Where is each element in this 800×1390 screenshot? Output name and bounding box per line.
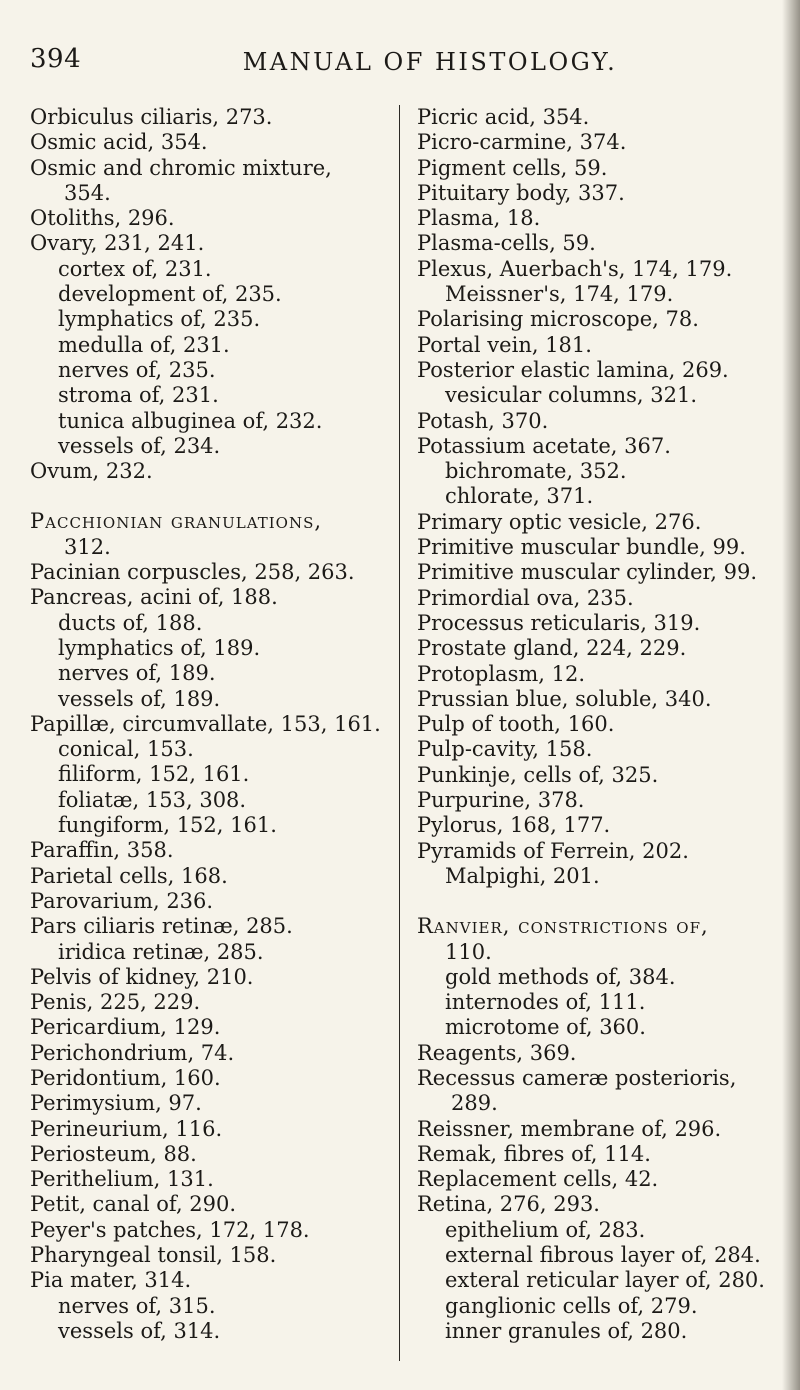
- index-entry: Protoplasm, 12.: [417, 661, 586, 686]
- index-subentry: medulla of, 231.: [58, 332, 230, 357]
- index-entry: Replacement cells, 42.: [417, 1167, 659, 1192]
- index-entry: Reagents, 369.: [417, 1040, 577, 1065]
- index-entry: Primitive muscular bundle, 99.: [417, 535, 746, 560]
- index-entry: Prostate gland, 224, 229.: [417, 636, 687, 661]
- index-entry: Pharyngeal tonsil, 158.: [30, 1243, 277, 1268]
- index-subentry: external fibrous layer of, 284.: [445, 1243, 761, 1268]
- index-subentry: nerves of, 189.: [58, 661, 216, 686]
- column-divider: [399, 105, 400, 1361]
- index-entry: Plexus, Auerbach's, 174, 179.: [417, 256, 733, 281]
- index-subentry: filiform, 152, 161.: [58, 762, 250, 787]
- index-subentry: chlorate, 371.: [445, 484, 594, 509]
- index-entry: Papillæ, circumvallate, 153, 161.: [30, 711, 381, 736]
- index-subentry: foliatæ, 153, 308.: [58, 787, 247, 812]
- index-subentry: Malpighi, 201.: [445, 863, 600, 888]
- index-subentry: cortex of, 231.: [58, 256, 212, 281]
- page-edge-shadow: [782, 0, 800, 1390]
- index-subentry: nerves of, 315.: [58, 1293, 216, 1318]
- index-entry: Prussian blue, soluble, 340.: [417, 686, 712, 711]
- index-entry: Purpurine, 378.: [417, 788, 585, 813]
- index-entry: Portal vein, 181.: [417, 332, 592, 357]
- index-entry: Otoliths, 296.: [30, 206, 175, 231]
- index-entry: Periosteum, 88.: [30, 1141, 197, 1166]
- index-entry: Perithelium, 131.: [30, 1167, 214, 1192]
- index-entry: Peyer's patches, 172, 178.: [30, 1217, 310, 1242]
- index-subentry: vesicular columns, 321.: [445, 383, 697, 408]
- index-subentry: stroma of, 231.: [58, 383, 219, 408]
- index-entry: Primary optic vesicle, 276.: [417, 509, 702, 534]
- index-entry: Penis, 225, 229.: [30, 990, 201, 1015]
- running-head: MANUAL OF HISTOLOGY.: [242, 48, 618, 76]
- index-entry: Polarising microscope, 78.: [417, 307, 699, 332]
- index-subentry: internodes of, 111.: [445, 990, 646, 1015]
- index-subentry: inner granules of, 280.: [445, 1318, 688, 1343]
- index-entry: Osmic and chromic mixture,: [30, 155, 332, 180]
- index-entry: Primitive muscular cylinder, 99.: [417, 560, 758, 585]
- index-subentry: exteral reticular layer of, 280.: [445, 1268, 765, 1293]
- index-subentry: nerves of, 235.: [58, 357, 216, 382]
- index-entry: Pacchionian granulations,: [30, 509, 323, 534]
- index-entry: Parovarium, 236.: [30, 888, 214, 913]
- index-entry: Orbiculus ciliaris, 273.: [30, 105, 273, 129]
- page-number: 394: [30, 44, 82, 74]
- index-entry: Perimysium, 97.: [30, 1091, 202, 1116]
- index-entry: Picric acid, 354.: [417, 105, 590, 129]
- index-subentry: bichromate, 352.: [445, 459, 627, 484]
- index-entry: Perineurium, 116.: [30, 1116, 223, 1141]
- index-entry: Remak, fibres of, 114.: [417, 1141, 651, 1166]
- index-entry: Plasma-cells, 59.: [417, 231, 596, 256]
- index-subentry: gold methods of, 384.: [445, 964, 676, 989]
- index-subentry: development of, 235.: [58, 282, 282, 307]
- index-entry: Parietal cells, 168.: [30, 863, 228, 888]
- index-subentry: ganglionic cells of, 279.: [445, 1293, 698, 1318]
- index-subentry: vessels of, 234.: [58, 433, 221, 458]
- index-entry: Pigment cells, 59.: [417, 155, 608, 180]
- index-entry: Posterior elastic lamina, 269.: [417, 357, 729, 382]
- index-subentry: lymphatics of, 189.: [58, 635, 261, 660]
- index-entry: Potash, 370.: [417, 408, 549, 433]
- index-subentry: microtome of, 360.: [445, 1015, 646, 1040]
- index-entry: Reissner, membrane of, 296.: [417, 1116, 722, 1141]
- index-entry: Potassium acetate, 367.: [417, 433, 671, 458]
- index-entry: Plasma, 18.: [417, 206, 541, 231]
- index-entry: Ranvier, constrictions of,: [417, 914, 709, 939]
- index-column-left: [30, 105, 400, 1344]
- index-entry: Pericardium, 129.: [30, 1015, 221, 1040]
- index-entry: Pulp-cavity, 158.: [417, 737, 593, 762]
- index-entry-continuation: 289.: [451, 1091, 498, 1116]
- index-entry: Punkinje, cells of, 325.: [417, 762, 659, 787]
- index-subentry: ducts of, 188.: [58, 610, 203, 635]
- index-entry: Primordial ova, 235.: [417, 585, 634, 610]
- index-entry: Paraffin, 358.: [30, 838, 174, 863]
- index-subentry: vessels of, 314.: [58, 1318, 221, 1343]
- index-entry: Pylorus, 168, 177.: [417, 813, 611, 838]
- index-entry-continuation: 312.: [64, 534, 111, 559]
- index-subentry: iridica retinæ, 285.: [58, 939, 264, 964]
- index-entry: Recessus cameræ posterioris,: [417, 1065, 737, 1090]
- index-entry: Peridontium, 160.: [30, 1065, 221, 1090]
- index-entry: Retina, 276, 293.: [417, 1192, 600, 1217]
- index-entry: Pelvis of kidney, 210.: [30, 964, 254, 989]
- index-entry: Pacinian corpuscles, 258, 263.: [30, 560, 355, 585]
- index-subentry: 110.: [445, 939, 492, 964]
- index-entry: Pituitary body, 337.: [417, 180, 625, 205]
- index-entry: Processus reticularis, 319.: [417, 610, 701, 635]
- index-entry: Pars ciliaris retinæ, 285.: [30, 914, 293, 939]
- index-column-right: [417, 105, 787, 1344]
- index-entry: Picro-carmine, 374.: [417, 130, 627, 155]
- index-subentry: epithelium of, 283.: [445, 1217, 646, 1242]
- index-entry-continuation: 354.: [64, 180, 111, 205]
- index-entry: Osmic acid, 354.: [30, 130, 208, 155]
- index-entry: Pancreas, acini of, 188.: [30, 585, 278, 610]
- index-subentry: conical, 153.: [58, 737, 194, 762]
- index-entry: Pulp of tooth, 160.: [417, 712, 615, 737]
- index-subentry: vessels of, 189.: [58, 686, 221, 711]
- index-subentry: fungiform, 152, 161.: [58, 813, 277, 838]
- index-entry: Ovary, 231, 241.: [30, 231, 205, 256]
- index-entry: Perichondrium, 74.: [30, 1040, 235, 1065]
- index-entry: Petit, canal of, 290.: [30, 1192, 237, 1217]
- index-subentry: Meissner's, 174, 179.: [445, 282, 674, 307]
- index-entry: Pyramids of Ferrein, 202.: [417, 838, 689, 863]
- index-subentry: lymphatics of, 235.: [58, 307, 261, 332]
- index-entry: Ovum, 232.: [30, 459, 153, 484]
- index-entry: Pia mater, 314.: [30, 1268, 192, 1293]
- index-subentry: tunica albuginea of, 232.: [58, 408, 323, 433]
